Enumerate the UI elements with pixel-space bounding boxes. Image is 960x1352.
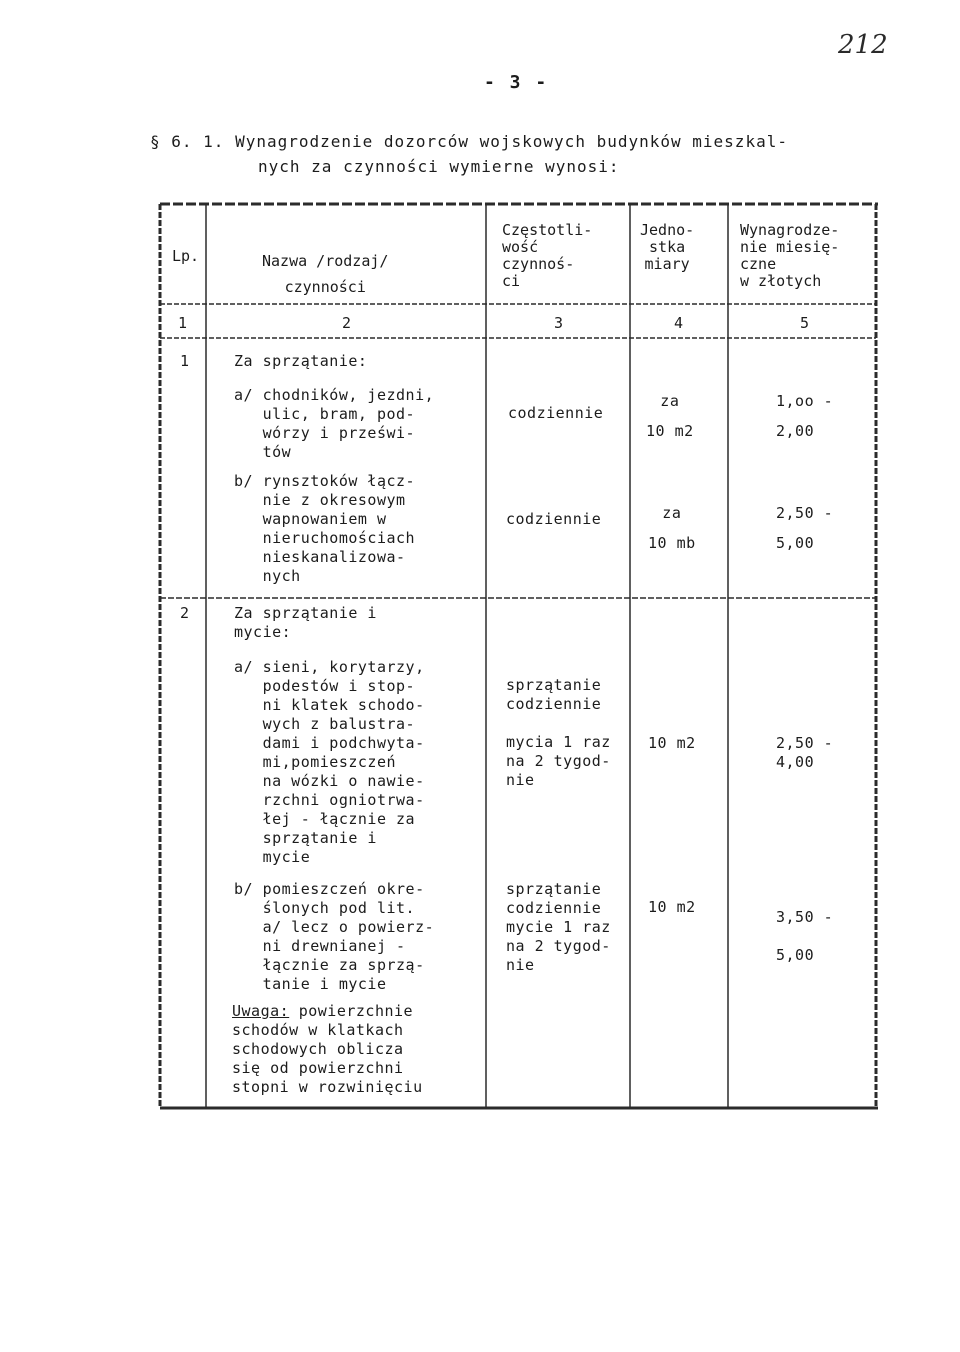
row-2-title: Za sprzątanie i mycie:: [234, 604, 377, 641]
note-label: Uwaga:: [232, 1002, 290, 1020]
page-number: - 3 -: [484, 72, 549, 93]
row-1b-pay: 2,50 - 5,00: [776, 504, 834, 552]
column-number-3: 3: [554, 314, 564, 332]
row-2b-pay: 3,50 - 5,00: [776, 908, 834, 964]
header-name: Nazwa /rodzaj/ czynności: [262, 252, 389, 296]
row-1b-unit: za 10 mb: [648, 504, 696, 552]
row-1a-frequency: codziennie: [508, 404, 604, 422]
intro-line-2: nych za czynności wymierne wynosi:: [258, 157, 620, 176]
row-2b-name: b/ pomieszczeń okre- ślonych pod lit. a/ lecz o powierz- ni drewnianej - łącznie za sprzą- tanie i mycie: [234, 880, 435, 993]
intro-line-1: § 6. 1. Wynagrodzenie dozorców wojskowych budynków mieszkal-: [150, 132, 788, 151]
column-number-5: 5: [800, 314, 810, 332]
row-2-lp: 2: [180, 604, 190, 622]
row-2b-unit: 10 m2: [648, 898, 696, 916]
column-number-1: 1: [178, 314, 188, 332]
row-2a-pay: 2,50 - 4,00: [776, 734, 834, 771]
row-2a-frequency: sprzątanie codziennie mycia 1 raz na 2 tygod- nie: [506, 676, 611, 789]
column-number-2: 2: [342, 314, 352, 332]
row-1a-name: a/ chodników, jezdni, ulic, bram, pod- wórzy i prześwi- tów: [234, 386, 435, 461]
row-1a-unit: za 10 m2: [646, 392, 694, 440]
row-1b-name: b/ rynsztoków łącz- nie z okresowym wapnowaniem w nieruchomościach nieskanalizowa- nych: [234, 472, 416, 585]
row-2b-frequency: sprzątanie codziennie mycie 1 raz na 2 tygod- nie: [506, 880, 611, 974]
row-1-title: Za sprzątanie:: [234, 352, 368, 370]
header-lp: Lp.: [172, 247, 200, 265]
row-2a-name: a/ sieni, korytarzy, podestów i stop- ni klatek schodo- wych z balustra- dami i podchwyta- mi,pomieszczeń na wózki o nawie- rzchni ogniotrwa- łej - łącznie za sprzątanie i mycie: [234, 658, 425, 866]
header-unit: Jedno- stka miary: [640, 221, 695, 273]
row-2-note: [232, 1002, 423, 1097]
note-text: powierzchnie schodów w klatkach schodowych oblicza się od powierzchni stopni w rozwinięciu: [232, 1002, 423, 1096]
row-1a-pay: 1,oo - 2,00: [776, 392, 834, 440]
row-2a-unit: 10 m2: [648, 734, 696, 752]
handwritten-page-number: 212: [838, 30, 888, 60]
header-pay: Wynagrodze- nie miesię- czne w złotych: [740, 221, 840, 290]
header-frequency: Częstotli- wość czynnoś- ci: [502, 221, 593, 290]
row-1-lp: 1: [180, 352, 190, 370]
row-1b-frequency: codziennie: [506, 510, 602, 528]
column-number-4: 4: [674, 314, 684, 332]
